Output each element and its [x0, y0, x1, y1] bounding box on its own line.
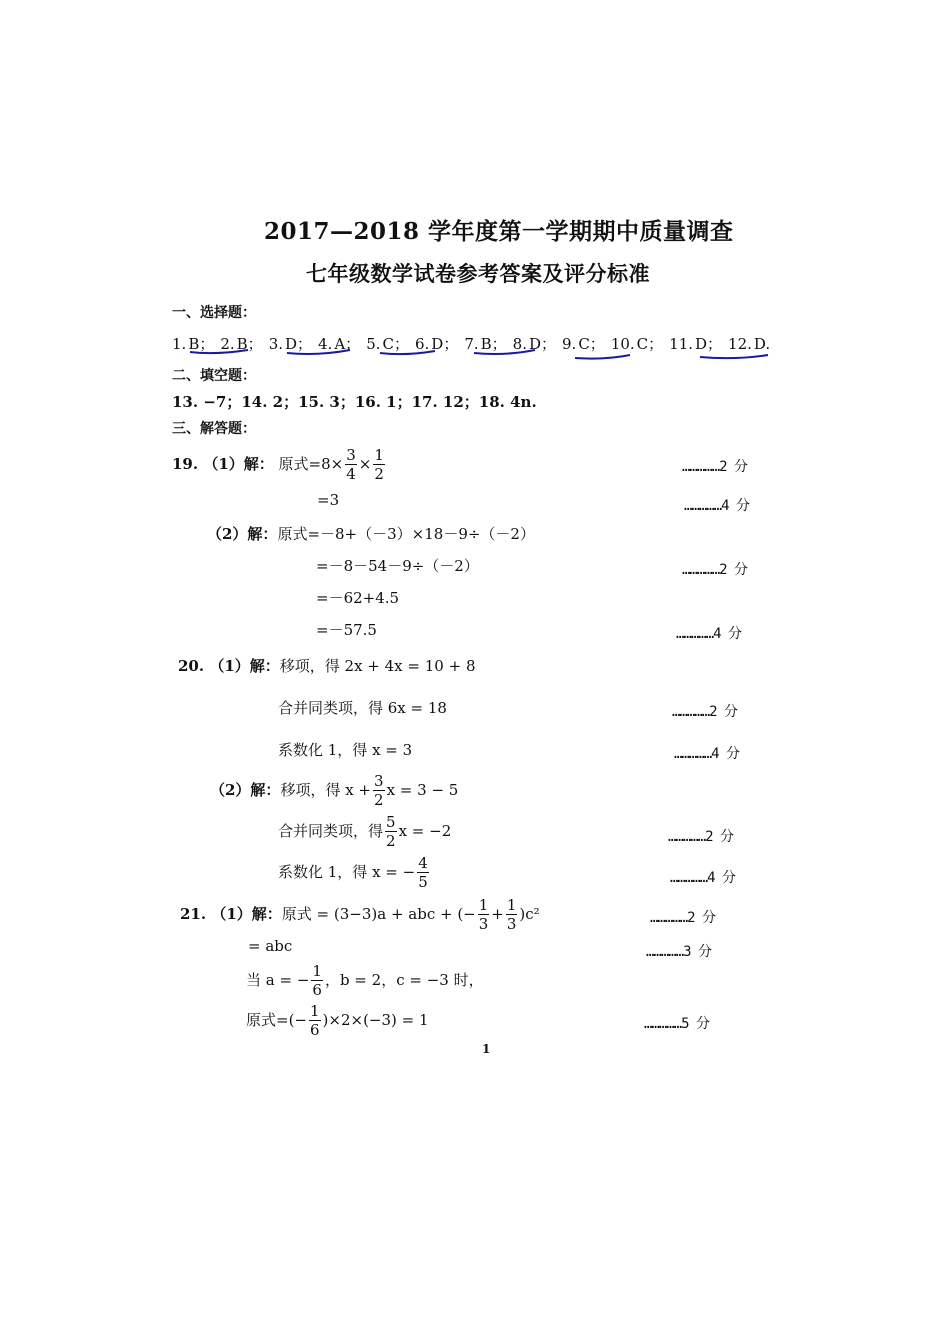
choice-letter: D； [695, 335, 723, 353]
q20-part1-line1: 20. （1）解：移项，得 2x + 4x = 10 + 8 [178, 657, 476, 675]
choice-letter: B； [236, 335, 263, 353]
choice-number: 11. [669, 335, 694, 353]
choice-number: 8. [512, 335, 527, 353]
score-q20-2b: ……………4 分 [670, 870, 736, 886]
q19-part2-line1: （2）解：原式=－8+（－3）×18－9÷（－2） [207, 525, 535, 543]
choice-number: 12. [728, 335, 752, 353]
q20-part2-line1: （2）解：移项，得 x + $\frac{3}{2}$ x = 3 − 5 [210, 772, 459, 809]
choice-number: 6. [414, 335, 430, 353]
score-q21-c: ……………5 分 [644, 1016, 710, 1032]
page-subtitle: 七年级数学试卷参考答案及评分标准 [306, 261, 650, 286]
score-q19-2b: ……………4 分 [676, 626, 742, 642]
q20-part1-line2: 合并同类项，得 6x = 18 [278, 699, 447, 717]
page-number: 1 [482, 1042, 491, 1056]
choice-number: 9. [562, 335, 577, 353]
choice-number: 4. [318, 335, 333, 353]
q19-fraction-3-4: $\frac{3}{4}$ [346, 446, 356, 483]
q19-part2-line3: =－62+4.5 [316, 589, 400, 607]
q19-expr-prefix: 原式=8× [278, 455, 344, 473]
choice-number: 10. [610, 335, 635, 353]
q19-label: 19. （1）解： [172, 455, 274, 473]
score-q19-2a: ……………2 分 [682, 562, 748, 578]
choice-letter: D； [285, 335, 313, 353]
q21-fraction-1-3-b: $\frac{1}{3}$ [506, 896, 517, 933]
choice-number: 2. [220, 335, 235, 353]
choice-letter: B； [480, 335, 507, 353]
score-q19-1b: ……………4 分 [684, 498, 750, 514]
choice-letter: C； [578, 335, 605, 353]
choice-letter: B； [188, 335, 215, 353]
choice-number: 1. [172, 335, 187, 353]
q21-fraction-1-3-a: $\frac{1}{3}$ [478, 896, 489, 933]
q20-fraction-4-5: $\frac{4}{5}$ [418, 854, 428, 891]
q21-fraction-1-6-b: $\frac{1}{6}$ [310, 1002, 320, 1039]
choice-letter: D. [753, 335, 771, 353]
q19-part1-line2: =3 [317, 491, 340, 509]
q19-fraction-1-2: $\frac{1}{2}$ [374, 446, 384, 483]
score-q20-1a: ……………2 分 [672, 704, 738, 720]
choice-number: 5. [366, 335, 381, 353]
q20-fraction-3-2: $\frac{3}{2}$ [374, 772, 384, 809]
section-choice-heading: 一、选择题： [172, 305, 256, 321]
choice-letter: A； [334, 335, 361, 353]
q21-fraction-1-6-a: $\frac{1}{6}$ [312, 962, 322, 999]
q20-part2-line3: 系数化 1，得 x = − $\frac{4}{5}$ [278, 854, 428, 891]
q21-line2: = abc [248, 937, 293, 955]
q20-part2-line2: 合并同类项，得 $\frac{5}{2}$ x = −2 [278, 813, 452, 850]
q19-part2-line4: =－57.5 [316, 621, 377, 639]
q21-line3: 当 a = − $\frac{1}{6}$ ，b = 2，c = −3 时， [246, 962, 484, 999]
score-q20-2a: ……………2 分 [668, 829, 734, 845]
choice-letter: C； [382, 335, 409, 353]
score-q21-b: ……………3 分 [646, 944, 712, 960]
q19-part1-line1: 19. （1）解： 原式=8× $\frac{3}{4}$ × $\frac{1}{2}$ [172, 446, 384, 483]
section-fill-heading: 二、填空题： [172, 368, 256, 384]
fill-answers-row: 13. −7；14. 2；15. 3；16. 1；17. 12；18. 4n. [172, 393, 537, 411]
score-q21-a: ……………2 分 [650, 910, 716, 926]
q21-line1: 21. （1）解：原式 = (3−3)a + abc + (− $\frac{1}{3}$ + $\frac{1}{3}$ )c² [180, 896, 540, 933]
choice-letter: C； [636, 335, 664, 353]
score-q20-1b: ……………4 分 [674, 746, 740, 762]
page-title: 2017—2018 学年度第一学期期中质量调查 [264, 218, 734, 245]
q20-fraction-5-2: $\frac{5}{2}$ [386, 813, 396, 850]
q21-line4: 原式=(− $\frac{1}{6}$ )×2×(−3) = 1 [246, 1002, 429, 1039]
choice-number: 3. [268, 335, 283, 353]
choice-letter: D； [431, 335, 459, 353]
section-solve-heading: 三、解答题： [172, 421, 256, 437]
score-q19-1a: ……………2 分 [682, 459, 748, 475]
q20-part1-line3: 系数化 1，得 x = 3 [278, 741, 413, 759]
choice-number: 7. [464, 335, 479, 353]
choice-letter: D； [528, 335, 557, 353]
q19-part2-line2: =－8－54－9÷（－2） [316, 557, 479, 575]
